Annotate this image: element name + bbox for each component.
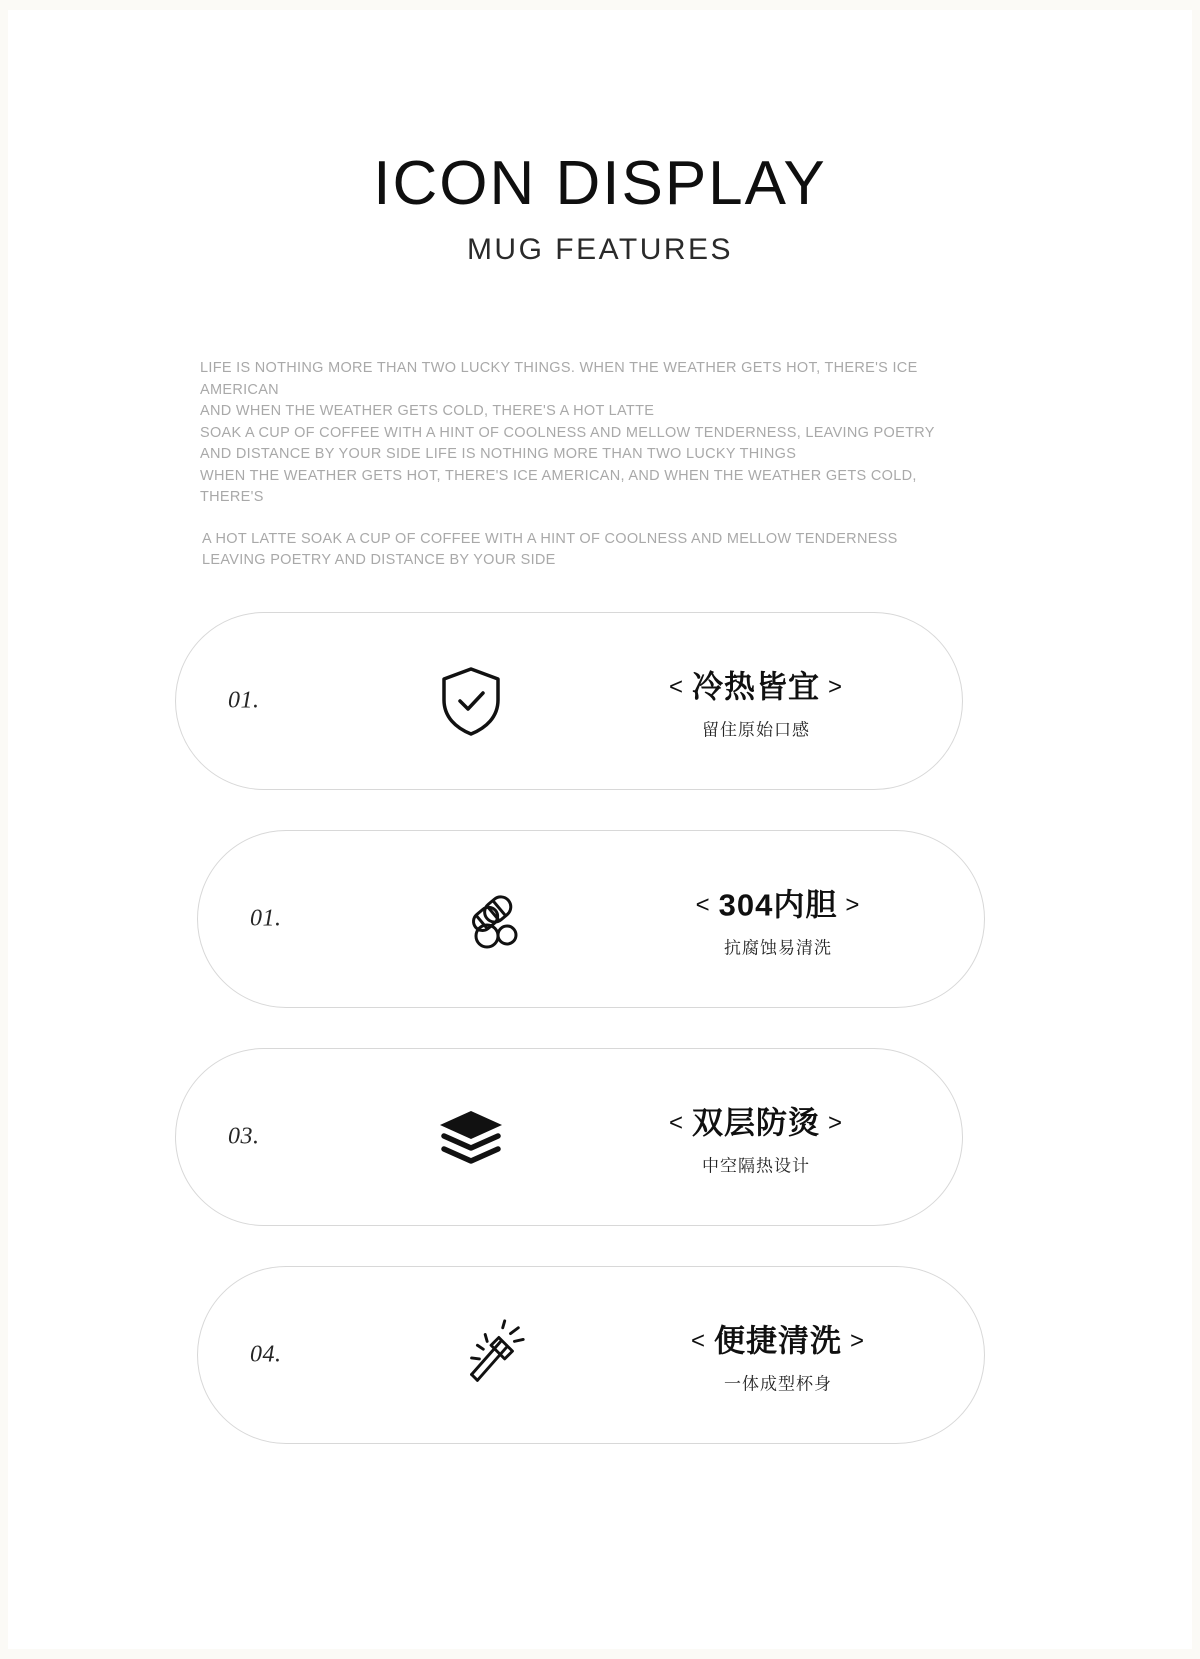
card-title: 304内胆 (718, 887, 838, 923)
intro-block-one (200, 358, 960, 509)
card-subtitle: 抗腐蚀易清洗 (724, 938, 832, 958)
card-subtitle: 中空隔热设计 (702, 1156, 810, 1176)
card-text-group (606, 662, 906, 741)
card-number: 01. (250, 905, 282, 932)
intro-line-5: WHEN THE WEATHER GETS HOT, THERE'S ICE AMERICAN, AND WHEN THE WEATHER GETS COLD, THERE'S (200, 467, 917, 505)
intro-block-two (200, 529, 960, 572)
cleaning-brush-icon (456, 1318, 530, 1392)
bracket-right: > (850, 1327, 866, 1355)
card-text-group (606, 1098, 906, 1177)
feature-card[interactable] (175, 1048, 963, 1226)
steel-material-icon (456, 882, 530, 956)
layers-icon (434, 1100, 508, 1174)
bracket-right: > (828, 1109, 844, 1137)
card-number: 03. (228, 1123, 260, 1150)
card-number: 01. (228, 687, 260, 714)
bracket-left: < (695, 891, 711, 919)
card-title-row (628, 1316, 928, 1361)
card-title: 冷热皆宜 (692, 669, 820, 705)
page-edge-bottom (0, 1649, 1200, 1659)
bracket-right: > (828, 673, 844, 701)
page-title: ICON DISPLAY (373, 149, 827, 218)
intro-line-4: AND DISTANCE BY YOUR SIDE LIFE IS NOTHING MORE THAN TWO LUCKY THINGS (200, 446, 797, 462)
bracket-left: < (668, 673, 684, 701)
shield-check-icon (434, 664, 508, 738)
card-subtitle: 留住原始口感 (702, 720, 810, 740)
bracket-left: < (668, 1109, 684, 1137)
intro-line-1: LIFE IS NOTHING MORE THAN TWO LUCKY THINGS. WHEN THE WEATHER GETS HOT, THERE'S ICE AMERICAN (200, 360, 918, 398)
card-title-row (628, 880, 928, 925)
bracket-left: < (690, 1327, 706, 1355)
card-subtitle: 一体成型杯身 (724, 1374, 832, 1394)
card-title: 双层防烫 (692, 1105, 820, 1141)
bracket-right: > (845, 891, 861, 919)
card-number: 04. (250, 1341, 282, 1368)
card-text-group (628, 1316, 928, 1395)
intro-line-6: A HOT LATTE SOAK A CUP OF COFFEE WITH A HINT OF COOLNESS AND MELLOW TENDERNESS (202, 530, 898, 547)
card-title: 便捷清洗 (714, 1323, 842, 1359)
feature-card[interactable] (175, 612, 963, 790)
intro-line-2: AND WHEN THE WEATHER GETS COLD, THERE'S A HOT LATTE (200, 403, 655, 419)
intro-line-7: LEAVING POETRY AND DISTANCE BY YOUR SIDE (202, 552, 556, 568)
intro-paragraph (200, 358, 960, 572)
feature-card[interactable] (197, 830, 985, 1008)
page-edge-top (0, 0, 1200, 10)
intro-line-3: SOAK A CUP OF COFFEE WITH A HINT OF COOLNESS AND MELLOW TENDERNESS, LEAVING POETRY (200, 424, 935, 441)
feature-card[interactable] (197, 1266, 985, 1444)
page-subtitle: MUG FEATURES (466, 233, 734, 266)
card-title-row (606, 1098, 906, 1143)
card-text-group (628, 880, 928, 959)
card-title-row (606, 662, 906, 707)
feature-card-list (0, 612, 1200, 1484)
